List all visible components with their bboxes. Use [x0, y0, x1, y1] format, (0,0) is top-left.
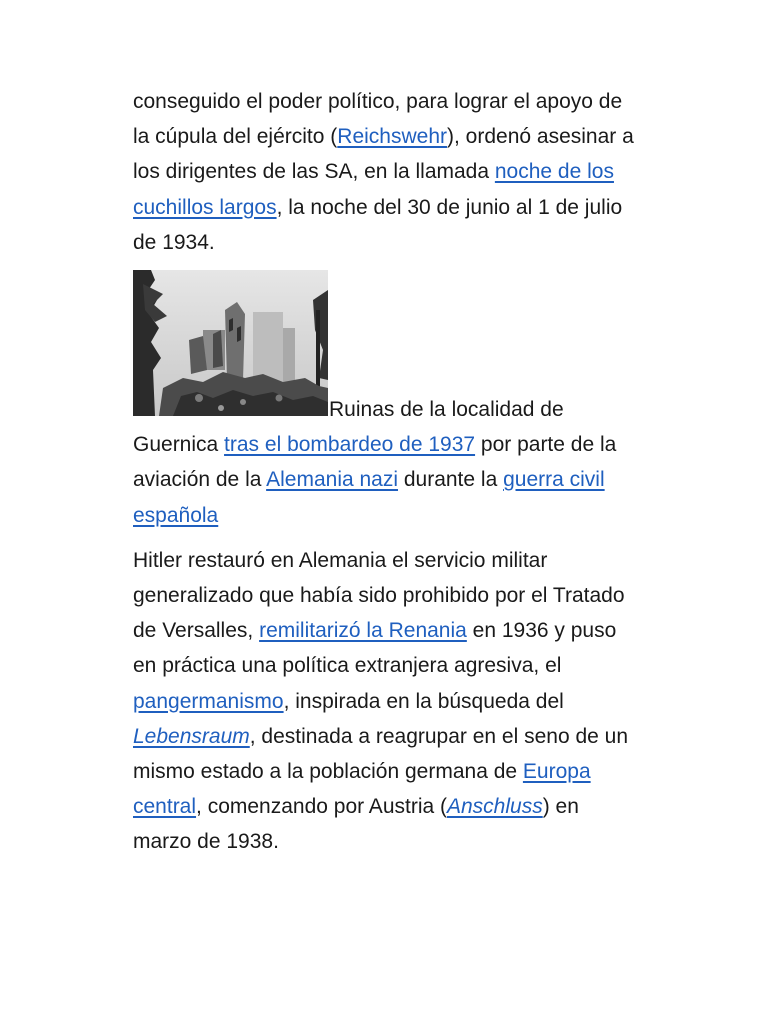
figure-guernica: [133, 270, 638, 533]
link-noche-de-los-cuchillos-largos[interactable]: noche de los cuchillos largos: [133, 160, 614, 219]
paragraph-text: en 1936 y puso en práctica una política extranjera agresiva, el: [133, 619, 617, 678]
link-alemania-nazi[interactable]: Alemania nazi: [266, 468, 399, 492]
paragraph-text: , inspirada en la búsqueda del: [283, 689, 564, 713]
link-reichswehr[interactable]: Reichswehr: [337, 125, 447, 149]
link-anschluss[interactable]: Anschluss: [447, 795, 543, 819]
link-remilitarizo-la-renania[interactable]: remilitarizó la Renania: [259, 619, 467, 643]
link-guerra-civil-espanola[interactable]: guerra civil española: [133, 468, 605, 527]
paragraph-text: , destinada a reagrupar en el seno de un mismo estado a la población germana de: [133, 724, 629, 784]
caption-text: durante la: [398, 468, 504, 492]
paragraph-text: ), ordenó asesinar a los dirigentes de las SA, en la llamada: [133, 125, 634, 184]
caption-text: por parte de la aviación de la: [133, 433, 617, 492]
paragraph-text: , comenzando por Austria (: [196, 795, 447, 819]
link-europa-central[interactable]: Europa central: [133, 760, 591, 819]
document-page: [133, 84, 638, 860]
guernica-ruins-photo: [133, 270, 328, 416]
paragraph-text: Hitler restauró en Alemania el servicio militar generalizado que había sido prohibido por el Tratado de Versalles,: [133, 548, 625, 643]
paragraph-text: , la noche del 30 de junio al 1 de julio de 1934.: [133, 195, 623, 254]
link-pangermanismo[interactable]: pangermanismo: [133, 689, 284, 713]
paragraph-hitler-foreign-policy: [133, 543, 638, 860]
link-tras-el-bombardeo-de-1937[interactable]: tras el bombardeo de 1937: [224, 433, 476, 457]
paragraph-night-of-long-knives: [133, 84, 638, 260]
paragraph-text: conseguido el poder político, para lograr el apoyo de la cúpula del ejército (: [133, 90, 623, 149]
caption-text: Ruinas de la localidad de Guernica: [133, 398, 564, 457]
link-lebensraum[interactable]: Lebensraum: [133, 724, 250, 748]
paragraph-text: ) en marzo de 1938.: [133, 795, 579, 854]
